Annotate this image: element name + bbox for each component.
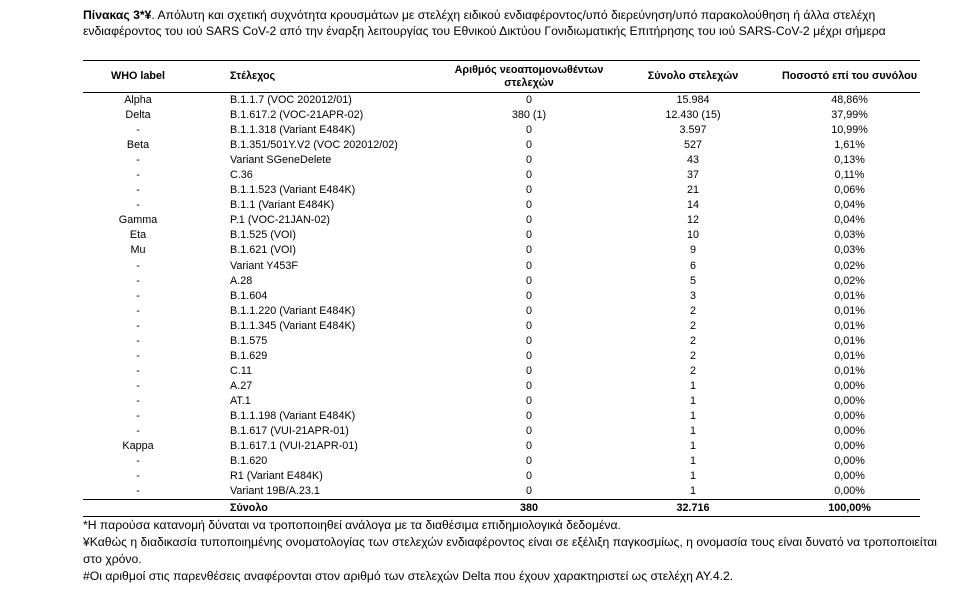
cell-percentage: 0,01% xyxy=(834,289,865,302)
cell-who-label: Beta xyxy=(126,139,150,152)
cell-who-label: - xyxy=(136,319,140,332)
cell-percentage: 0,00% xyxy=(834,485,865,498)
cell-new-isolates: 0 xyxy=(525,169,532,182)
cell-new-isolates: 0 xyxy=(525,139,532,152)
cell-strain: AT.1 xyxy=(230,394,251,407)
table-header-row xyxy=(83,61,920,93)
cell-who-label: - xyxy=(136,304,140,317)
cell-total: 37 xyxy=(686,169,699,182)
table-row xyxy=(83,108,920,123)
table-row xyxy=(83,259,920,274)
caption-label: Πίνακας 3*¥ xyxy=(83,8,152,22)
table-row xyxy=(83,394,920,409)
table-row xyxy=(83,364,920,379)
cell-new-isolates: 0 xyxy=(525,319,532,332)
cell-who-label: - xyxy=(136,364,140,377)
cell-total: 3.597 xyxy=(679,124,707,137)
cell-total: 1 xyxy=(689,440,696,453)
cell-strain: B.1.617.1 (VUI-21APR-01) xyxy=(230,440,358,453)
cell-percentage: 10,99% xyxy=(831,124,868,137)
cell-who-label: - xyxy=(136,274,140,287)
cell-strain: B.1.1.198 (Variant E484K) xyxy=(230,410,356,422)
cell-strain: Variant Y453F xyxy=(230,259,299,272)
cell-total: 10 xyxy=(686,229,699,242)
cell-new-isolates: 0 xyxy=(525,334,532,347)
cell-total: 2 xyxy=(689,304,696,317)
cell-percentage: 0,04% xyxy=(834,214,865,227)
cell-percentage: 0,01% xyxy=(834,319,865,332)
cell-strain: B.1.604 xyxy=(230,289,268,302)
cell-percentage: 0,00% xyxy=(834,379,865,392)
cell-strain: B.1.1.318 (Variant E484K) xyxy=(230,124,356,137)
cell-strain: B.1.1.523 (Variant E484K) xyxy=(230,184,356,197)
table-row xyxy=(83,274,920,289)
cell-percentage: 1,61% xyxy=(834,139,865,152)
cell-total: 1 xyxy=(689,485,696,498)
table-row xyxy=(83,213,920,228)
cell-who-label: Eta xyxy=(129,229,147,242)
total-pct: 100,00% xyxy=(779,500,920,517)
cell-new-isolates: 0 xyxy=(525,259,532,272)
cell-strain: B.1.621 (VOI) xyxy=(230,244,297,257)
cell-new-isolates: 0 xyxy=(525,274,532,287)
cell-new-isolates: 380 (1) xyxy=(511,109,547,122)
total-label: Σύνολο xyxy=(193,500,451,517)
table-row xyxy=(83,439,920,454)
cell-new-isolates: 0 xyxy=(525,425,532,438)
cell-strain: B.1.1.345 (Variant E484K) xyxy=(230,319,356,332)
total-new: 380 xyxy=(451,500,607,517)
cell-new-isolates: 0 xyxy=(525,379,532,392)
header-new-isolates: Αριθμός νεοαπομονωθέντων στελεχών xyxy=(451,61,607,93)
total-who xyxy=(83,500,193,517)
cell-strain: C.11 xyxy=(230,364,253,377)
cell-new-isolates: 0 xyxy=(525,244,532,257)
cell-percentage: 0,06% xyxy=(834,184,865,197)
cell-new-isolates: 0 xyxy=(525,364,532,377)
footnotes xyxy=(83,517,943,585)
cell-new-isolates: 0 xyxy=(525,199,532,212)
table-row xyxy=(83,424,920,439)
table-row xyxy=(83,409,920,424)
table-row xyxy=(83,349,920,364)
cell-total: 21 xyxy=(686,184,699,197)
cell-new-isolates: 0 xyxy=(525,470,532,483)
cell-percentage: 0,00% xyxy=(834,470,865,483)
cell-new-isolates: 0 xyxy=(525,124,532,137)
table-row xyxy=(83,334,920,349)
cell-total: 2 xyxy=(689,349,696,362)
cell-percentage: 0,04% xyxy=(834,199,865,212)
cell-percentage: 0,00% xyxy=(834,425,865,438)
cell-total: 2 xyxy=(689,334,696,347)
cell-who-label: - xyxy=(136,455,140,468)
table-row xyxy=(83,454,920,469)
cell-percentage: 0,02% xyxy=(834,259,865,272)
cell-strain: B.1.351/501Y.V2 (VOC 202012/02) xyxy=(230,139,398,152)
table-row xyxy=(83,138,920,153)
cell-strain: B.1.617.2 (VOC-21APR-02) xyxy=(230,109,364,122)
cell-total: 1 xyxy=(689,425,696,438)
cell-new-isolates: 0 xyxy=(525,349,532,362)
cell-strain: B.1.629 xyxy=(230,349,268,362)
table-row xyxy=(83,319,920,334)
cell-strain: C.36 xyxy=(230,169,253,182)
cell-strain: A.28 xyxy=(230,274,253,287)
cell-total: 15.984 xyxy=(676,94,710,107)
cell-total: 12 xyxy=(686,214,699,227)
cell-strain: B.1.617 (VUI-21APR-01) xyxy=(230,425,349,438)
header-who-label: WHO label xyxy=(83,61,193,93)
cell-new-isolates: 0 xyxy=(525,289,532,302)
cell-who-label: - xyxy=(136,410,140,422)
cell-percentage: 0,01% xyxy=(834,304,865,317)
cell-who-label: - xyxy=(136,124,140,137)
cell-percentage: 0,03% xyxy=(834,229,865,242)
cell-percentage: 0,03% xyxy=(834,244,865,257)
table-row xyxy=(83,379,920,394)
footnote-distribution: *Η παρούσα κατανομή δύναται να τροποποιηθεί ανάλογα με τα διαθέσιμα επιδημιολογικά δεδομένα. xyxy=(83,518,621,532)
cell-strain: B.1.1.220 (Variant E484K) xyxy=(230,304,356,317)
cell-total: 5 xyxy=(689,274,696,287)
cell-total: 43 xyxy=(686,154,699,167)
footnote-nomenclature: ¥Καθώς η διαδικασία τυποποιημένης ονοματολογίας των στελεχών ενδιαφέροντος είναι σε εξέλιξη παγκοσμίως, η ονομασία τους είναι δυνατό να τροποποιείται στο χρόνο. xyxy=(83,535,937,566)
cell-who-label: - xyxy=(136,470,140,483)
table-row xyxy=(83,123,920,138)
cell-new-isolates: 0 xyxy=(525,214,532,227)
table-caption xyxy=(83,7,923,39)
cell-percentage: 0,01% xyxy=(834,349,865,362)
cell-total: 1 xyxy=(689,470,696,483)
cell-who-label: - xyxy=(136,289,140,302)
cell-strain: Variant SGeneDelete xyxy=(230,154,332,167)
cell-total: 2 xyxy=(689,319,696,332)
cell-who-label: Alpha xyxy=(124,94,152,107)
cell-who-label: Kappa xyxy=(122,440,154,453)
cell-who-label: Delta xyxy=(125,109,151,122)
cell-who-label: - xyxy=(136,485,140,498)
cell-new-isolates: 0 xyxy=(525,455,532,468)
cell-strain: B.1.1.7 (VOC 202012/01) xyxy=(230,94,352,107)
cell-who-label: - xyxy=(136,199,140,212)
table-row xyxy=(83,228,920,243)
cell-percentage: 0,00% xyxy=(834,440,865,453)
cell-who-label: - xyxy=(136,154,140,167)
cell-new-isolates: 0 xyxy=(525,440,532,453)
cell-total: 12.430 (15) xyxy=(665,109,721,122)
cell-total: 2 xyxy=(689,364,696,377)
cell-percentage: 0,11% xyxy=(834,169,865,182)
cell-total: 527 xyxy=(683,139,702,152)
table-row xyxy=(83,168,920,183)
table-row xyxy=(83,93,920,109)
cell-who-label: - xyxy=(136,184,140,197)
cell-total: 1 xyxy=(689,455,696,468)
header-strain: Στέλεχος xyxy=(193,61,451,93)
cell-percentage: 0,02% xyxy=(834,274,865,287)
cell-new-isolates: 0 xyxy=(525,485,532,498)
table-row xyxy=(83,153,920,168)
cell-who-label: Gamma xyxy=(118,214,158,227)
cell-strain: B.1.525 (VOI) xyxy=(230,229,297,242)
cell-new-isolates: 0 xyxy=(525,410,532,422)
cell-percentage: 48,86% xyxy=(831,94,868,107)
table-total-row xyxy=(83,500,920,517)
cell-percentage: 37,99% xyxy=(831,109,868,122)
cell-who-label: - xyxy=(136,425,140,438)
cell-total: 6 xyxy=(689,259,696,272)
table-row xyxy=(83,183,920,198)
caption-text: . Απόλυτη και σχετική συχνότητα κρουσμάτων με στελέχη ειδικού ενδιαφέροντος/υπό διερεύνηση/υπό παρακολούθηση ή άλλα στελέχη ενδιαφέροντος του ιού SARS CoV-2 από την έναρξη λειτουργίας του Εθνικού Δικτύου Γονιδιωματικής Επιτήρησης του ιού SARS-CoV-2 μέχρι σήμερα xyxy=(83,8,886,38)
cell-percentage: 0,01% xyxy=(834,334,865,347)
cell-percentage: 0,00% xyxy=(834,455,865,468)
cell-strain: B.1.575 xyxy=(230,334,268,347)
cell-total: 9 xyxy=(689,244,696,257)
cell-strain: P.1 (VOC-21JAN-02) xyxy=(230,214,331,227)
cell-strain: B.1.1 (Variant E484K) xyxy=(230,199,335,212)
table-row xyxy=(83,484,920,500)
cell-who-label: - xyxy=(136,379,140,392)
cell-percentage: 0,00% xyxy=(834,410,865,422)
cell-who-label: - xyxy=(136,169,140,182)
cell-total: 1 xyxy=(689,394,696,407)
cell-new-isolates: 0 xyxy=(525,184,532,197)
variants-table xyxy=(83,60,920,517)
cell-total: 3 xyxy=(689,289,696,302)
header-percentage: Ποσοστό επί του συνόλου xyxy=(779,61,920,93)
cell-new-isolates: 0 xyxy=(525,304,532,317)
cell-who-label: - xyxy=(136,334,140,347)
table-row xyxy=(83,304,920,319)
cell-who-label: - xyxy=(136,394,140,407)
total-total: 32.716 xyxy=(607,500,779,517)
table-row xyxy=(83,243,920,258)
cell-percentage: 0,01% xyxy=(834,364,865,377)
cell-percentage: 0,00% xyxy=(834,394,865,407)
cell-total: 14 xyxy=(686,199,699,212)
cell-who-label: - xyxy=(136,259,140,272)
cell-strain: R1 (Variant E484K) xyxy=(230,470,323,483)
cell-new-isolates: 0 xyxy=(525,94,532,107)
table-body xyxy=(83,93,920,500)
cell-percentage: 0,13% xyxy=(834,154,865,167)
cell-strain: B.1.620 xyxy=(230,455,268,468)
cell-strain: Variant 19B/A.23.1 xyxy=(230,485,320,498)
cell-total: 1 xyxy=(689,410,696,422)
cell-who-label: - xyxy=(136,349,140,362)
cell-new-isolates: 0 xyxy=(525,394,532,407)
cell-new-isolates: 0 xyxy=(525,154,532,167)
table-row xyxy=(83,469,920,484)
table-row xyxy=(83,289,920,304)
cell-strain: A.27 xyxy=(230,379,253,392)
cell-who-label: Mu xyxy=(130,244,146,257)
footnote-delta-ay42: #Οι αριθμοί στις παρενθέσεις αναφέρονται στον αριθμό των στελεχών Delta που έχουν χαρακτηριστεί ως στελέχη ΑΥ.4.2. xyxy=(83,569,734,583)
table-row xyxy=(83,198,920,213)
cell-new-isolates: 0 xyxy=(525,229,532,242)
cell-total: 1 xyxy=(689,379,696,392)
header-total: Σύνολο στελεχών xyxy=(607,61,779,93)
